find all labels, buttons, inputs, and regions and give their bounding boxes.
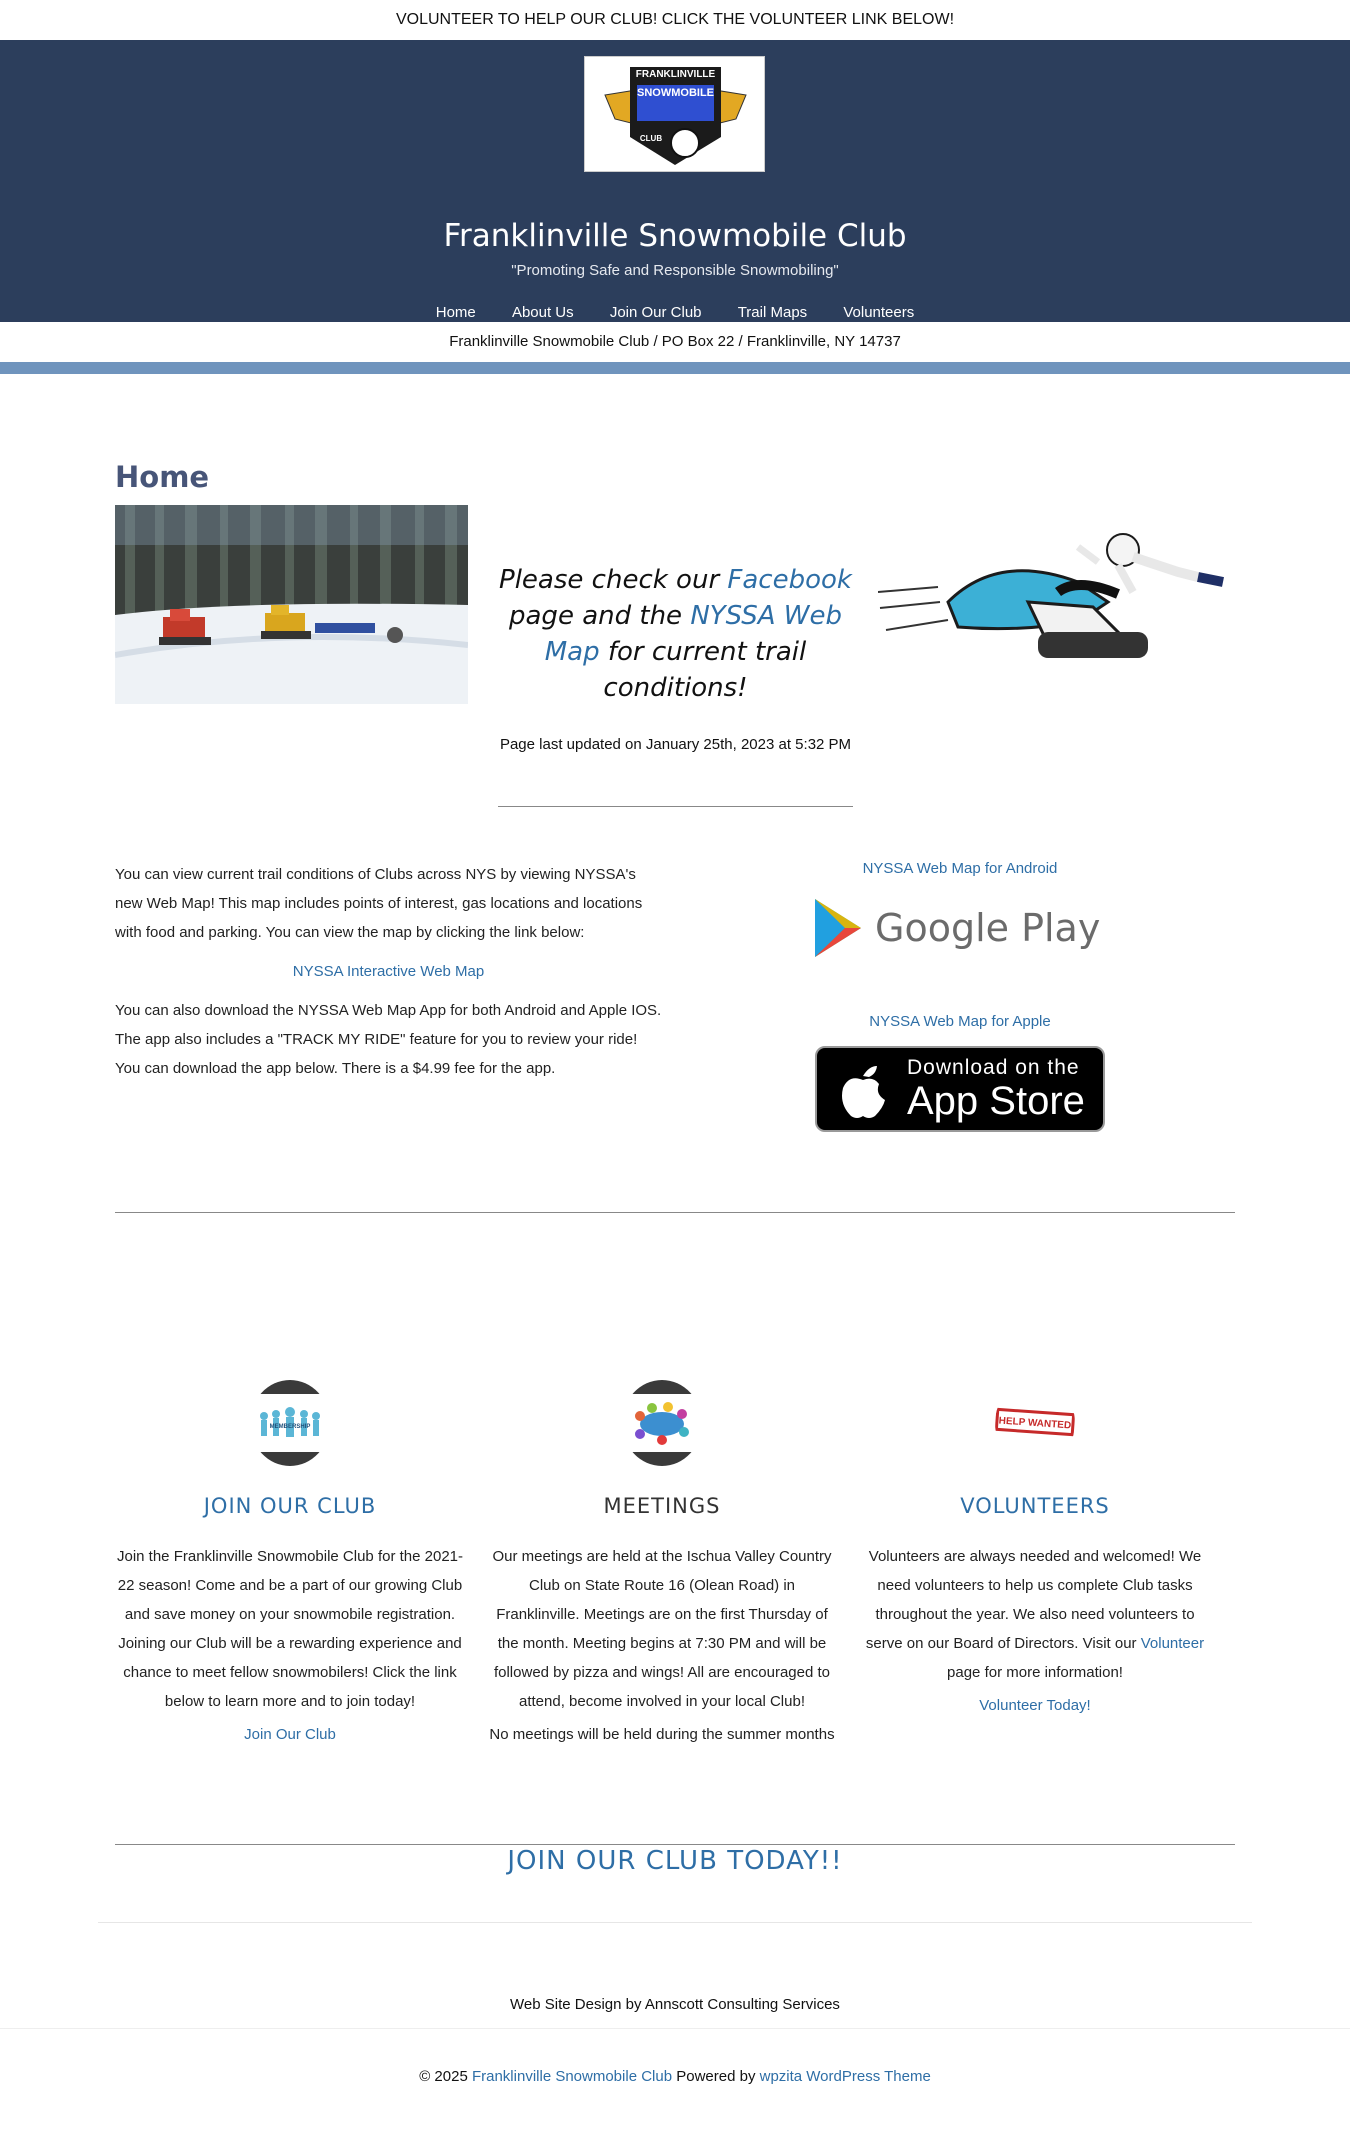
announcement-bar [0,0,1350,40]
volunteer-today-link[interactable]: Volunteer Today! [979,1697,1091,1714]
join-club-column [115,1380,465,1743]
page-title: Home [115,460,210,494]
divider [498,806,853,807]
join-our-club-link[interactable]: Join Our Club [244,1726,336,1743]
divider [115,1212,1235,1213]
google-play-text: Google Play [875,906,1101,950]
help-wanted-icon [995,1380,1075,1466]
copyright-prefix: © 2025 [419,2068,472,2085]
divider [115,1844,1235,1845]
membership-icon-text: MEMBERSHIP [269,1424,311,1430]
nav-about-us[interactable]: About Us [511,304,574,321]
help-wanted-text: HELP WANTED [998,1415,1072,1432]
app-paragraph: You can also download the NYSSA Web Map App for both Android and Apple IOS. The app also includes a "TRACK MY RIDE" feature for you to review your ride! You can download the app below. There is a $4.99 fee for the app. [115,1002,662,1077]
volunteer-page-link[interactable]: Volunteer [1140,1635,1205,1652]
apple-icon [839,1062,887,1118]
site-tagline: "Promoting Safe and Responsible Snowmobiling" [511,262,839,279]
join-club-today-heading[interactable]: JOIN OUR CLUB TODAY!! [507,1846,843,1876]
copyright-powered: Powered by [672,2068,760,2085]
design-credit: Web Site Design by Annscott Consulting Services [510,1996,840,2013]
volunteers-text-2: page for more information! [947,1664,1123,1681]
web-map-info [115,860,662,1093]
trail-groomers-photo [115,505,468,704]
meetings-icon [622,1380,702,1466]
logo-text-mid: SNOWMOBILE [637,87,714,99]
join-club-heading: JOIN OUR CLUB [203,1494,377,1518]
footer-theme-link[interactable]: wpzita WordPress Theme [759,2068,931,2085]
apple-web-map-link[interactable]: NYSSA Web Map for Apple [869,1013,1051,1030]
nav-join-our-club[interactable]: Join Our Club [609,304,702,321]
footer-divider [0,2028,1350,2029]
meetings-column [487,1380,837,1743]
announcement-text: VOLUNTEER TO HELP OUR CLUB! CLICK THE VOLUNTEER LINK BELOW! [395,11,955,28]
volunteers-heading: VOLUNTEERS [960,1494,1110,1518]
facebook-link[interactable]: Facebook [727,565,852,595]
join-club-text: Join the Franklinville Snowmobile Club for the 2021-22 season! Come and be a part of our growing Club and save money on your snowmobile registration. Joining our Club will be a rewarding experience and chance to meet fellow snowmobilers! Click the link below to learn more and to join today! [116,1548,463,1710]
accent-bar [0,362,1350,374]
nyssa-interactive-web-map-link[interactable]: NYSSA Interactive Web Map [292,963,485,980]
membership-icon [250,1380,330,1466]
nav-volunteers[interactable]: Volunteers [843,304,915,321]
footer-site-link[interactable]: Franklinville Snowmobile Club [471,2068,673,2085]
nyssa-web-map-link[interactable]: NYSSA Web Map [544,601,842,667]
address-text: Franklinville Snowmobile Club / PO Box 22 / Franklinville, NY 14737 [449,333,901,350]
volunteers-column [860,1380,1210,1714]
android-web-map-link[interactable]: NYSSA Web Map for Android [862,860,1058,877]
web-map-paragraph: You can view current trail conditions of Clubs across NYS by viewing NYSSA's new Web Map! This map includes points of interest, gas locations and locations with food and parking. You can view the map by clicking the link below: [115,866,643,941]
google-play-badge[interactable] [805,895,1115,961]
copyright [0,2068,1350,2085]
club-logo[interactable] [584,56,765,172]
meetings-text: Our meetings are held at the Ischua Valley Country Club on State Route 16 (Olean Road) in Franklinville. Meetings are on the first Thursday of the month. Meeting begins at 7:30 PM and will be followed by pizza and wings! All are encouraged to attend, become involved in your local Club! [492,1548,832,1710]
site-header [0,40,1350,322]
quote-text-1: Please check our [499,565,728,595]
logo-text-top: FRANKLINVILLE [635,69,716,80]
quote-text-2: page and the [509,601,691,631]
app-store-big-text: App Store [907,1079,1085,1123]
address-bar [0,322,1350,362]
summer-note: No meetings will be held during the summer months [489,1726,835,1743]
last-updated: Page last updated on January 25th, 2023 at 5:32 PM [499,736,852,753]
volunteers-text [860,1542,1210,1687]
snowmobile-cartoon [878,532,1236,682]
app-downloads [790,860,1130,1132]
volunteers-text-1: Volunteers are always needed and welcomed! We need volunteers to help us complete Club tasks throughout the year. We also need volunteers to serve on our Board of Directors. Visit our [865,1548,1202,1652]
meetings-heading: MEETINGS [603,1494,721,1518]
divider [98,1922,1252,1923]
app-store-small-text: Download on the [907,1056,1080,1079]
quote-text-3: for current trail conditions! [599,637,807,703]
nav-home[interactable]: Home [435,304,476,321]
site-title[interactable]: Franklinville Snowmobile Club [443,218,907,254]
app-store-badge[interactable] [815,1046,1105,1132]
nav-trail-maps[interactable]: Trail Maps [737,304,808,321]
main-nav [0,304,1350,321]
trail-conditions-notice [498,562,853,706]
logo-text-bottom: CLUB [639,134,663,143]
